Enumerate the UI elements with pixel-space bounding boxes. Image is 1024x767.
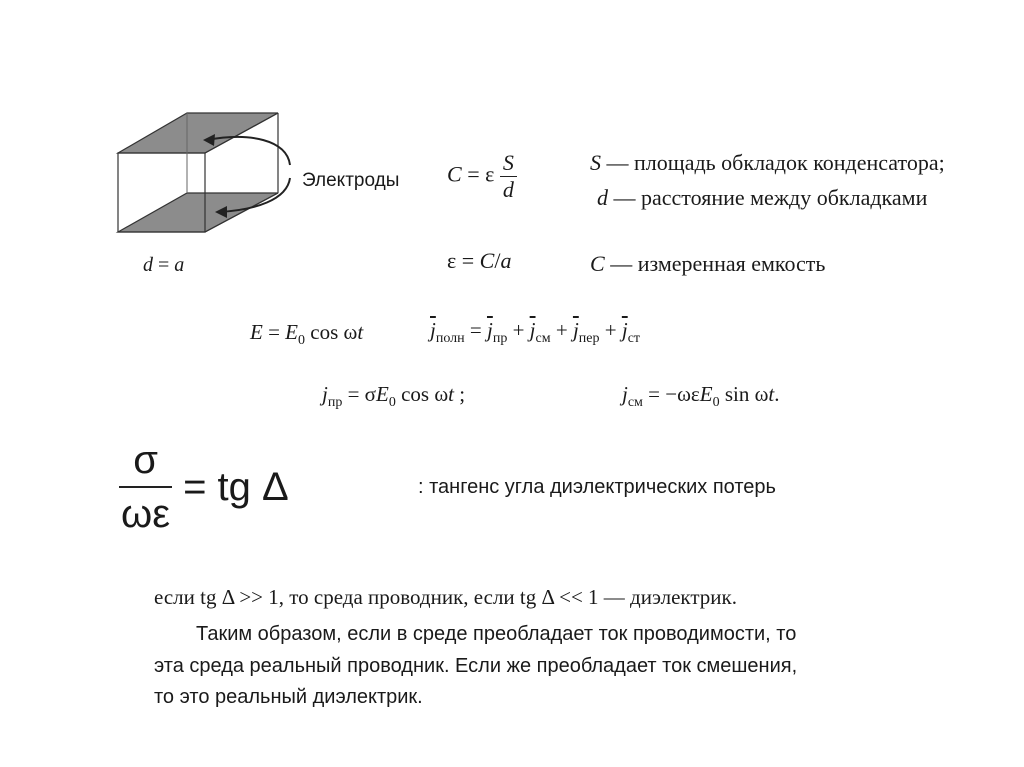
- fraction-denominator: d: [502, 177, 514, 202]
- sub-pr: пр: [492, 331, 508, 346]
- s-def-symbol: S: [590, 150, 601, 175]
- tangent-rhs: = tg Δ: [183, 464, 289, 509]
- epsilon-slash: /: [494, 248, 501, 273]
- field-e: E: [250, 320, 263, 344]
- field-e0: E: [285, 320, 298, 344]
- jpr-cos: cos ω: [395, 382, 449, 406]
- tangent-numerator: σ: [119, 440, 172, 488]
- conclusion-line-1: Таким образом, если в среде преобладает ток проводимости, то: [196, 623, 797, 645]
- tangent-denominator: ωε: [121, 492, 171, 536]
- conclusion-line-2: эта среда реальный проводник. Если же преобладает ток смешения,: [154, 655, 798, 677]
- field-sub0: 0: [298, 333, 305, 348]
- j-total: $\overline{j}$: [430, 318, 436, 342]
- electrodes-label: Электроды: [302, 170, 400, 191]
- jpr-sub0: 0: [388, 395, 396, 410]
- conclusion-line-3: то это реальный диэлектрик.: [154, 686, 423, 708]
- jpr-end: ;: [454, 382, 466, 406]
- jsm-t: t: [768, 382, 775, 406]
- equals-sign: =: [153, 254, 175, 276]
- j-st: $\overline{j}$: [621, 318, 628, 342]
- d-equals-a: [143, 254, 184, 277]
- a-symbol: a: [174, 254, 185, 276]
- s-definition: [590, 150, 945, 176]
- field-t: t: [357, 320, 364, 344]
- d-definition: [597, 185, 927, 211]
- condition-line: если tg Δ >> 1, то среда проводник, если tg Δ << 1 — диэлектрик.: [154, 585, 737, 609]
- field-cos: cos ω: [305, 320, 358, 344]
- epsilon-c: C: [479, 248, 495, 273]
- c-symbol: C: [447, 161, 462, 187]
- plus-2: +: [550, 318, 573, 342]
- jsm-sub0: 0: [712, 395, 720, 410]
- jpr-eq: = σ: [342, 382, 377, 406]
- j-pr: $\overline{j}$: [486, 318, 493, 342]
- loss-tangent-formula: [118, 440, 289, 534]
- jsm-end: .: [774, 382, 780, 406]
- jpr-j: j: [322, 382, 328, 406]
- epsilon-a: a: [500, 248, 512, 273]
- equals-epsilon: = ε: [461, 161, 495, 187]
- d-def-symbol: d: [597, 185, 608, 210]
- jsm-eq: = −ωε: [642, 382, 700, 406]
- jpr-e: E: [376, 382, 389, 406]
- s-def-text: — площадь обкладок конденсатора;: [601, 150, 945, 175]
- j-per: $\overline{j}$: [572, 318, 579, 342]
- fraction-numerator: S: [500, 152, 517, 177]
- sigma-over-omega-eps: [118, 440, 173, 534]
- epsilon-formula: [447, 248, 511, 274]
- jsm-e: E: [699, 382, 713, 406]
- displacement-current-formula: [622, 382, 780, 411]
- j-sm: $\overline{j}$: [529, 318, 536, 342]
- sum-eq: =: [464, 318, 487, 342]
- epsilon-eq: ε =: [447, 248, 480, 273]
- capacitance-formula: [447, 152, 517, 201]
- sub-per: пер: [578, 331, 600, 346]
- sub-sm: см: [535, 331, 551, 346]
- c-def-symbol: C: [590, 251, 605, 276]
- tangent-description: : тангенс угла диэлектрических потерь: [418, 476, 776, 498]
- electrode-arrows: [195, 120, 305, 230]
- d-symbol: d: [143, 254, 153, 276]
- jpr-t: t: [448, 382, 455, 406]
- jpr-sub: пр: [327, 395, 343, 410]
- sub-poln: полн: [435, 331, 465, 346]
- c-def-text: — измеренная емкость: [604, 251, 826, 276]
- d-def-text: — расстояние между обкладками: [608, 185, 928, 210]
- field-formula: [250, 320, 363, 349]
- jsm-sub: см: [627, 395, 643, 410]
- conduction-current-formula: [322, 382, 465, 411]
- jsm-sin: sin ω: [719, 382, 769, 406]
- c-definition: [590, 251, 825, 277]
- current-sum-formula: [430, 318, 640, 347]
- jsm-j: j: [622, 382, 628, 406]
- sub-st: ст: [627, 331, 641, 346]
- plus-3: +: [599, 318, 622, 342]
- field-eq: =: [262, 320, 286, 344]
- s-over-d-fraction: [500, 152, 517, 201]
- plus-1: +: [507, 318, 530, 342]
